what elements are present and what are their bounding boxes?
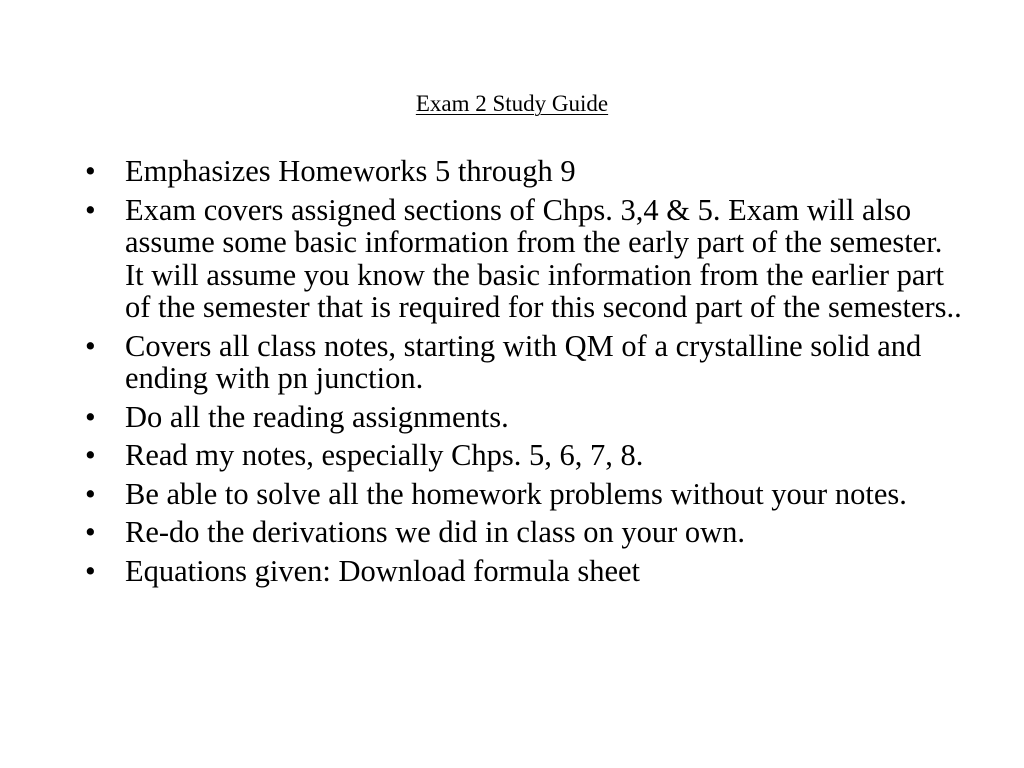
bullet-icon: • [85,154,96,188]
bullet-item-homework-problems [85,478,965,511]
bullet-icon: • [85,399,96,434]
bullet-text: Do all the reading assignments. [125,399,509,434]
bullet-text: Covers all class notes, starting with QM of a crystalline solid and ending with pn junction. [125,328,922,395]
slide-title [0,89,1024,119]
bullet-item-read-notes [85,439,965,472]
slide-title-text: Exam 2 Study Guide [415,91,609,116]
bullet-text: Be able to solve all the homework problems without your notes. [125,476,907,511]
bullet-text: Emphasizes Homeworks 5 through 9 [125,154,576,188]
bullet-icon: • [85,515,96,549]
bullet-icon: • [85,476,96,511]
bullet-text: Equations given: Download formula sheet [125,553,641,588]
bullet-item-class-notes [85,330,965,395]
bullet-item-equations [85,555,965,588]
bullet-text: Re-do the derivations we did in class on your own. [125,515,746,549]
bullet-item-derivations [85,516,965,549]
bullet-text: Exam covers assigned sections of Chps. 3,4 & 5. Exam will also assume some basic information from the early part of the semester. It will assume you know the basic information from the earlier part of the semester that is required for this second part of the semesters.. [125,192,962,324]
bullet-icon: • [85,438,96,472]
bullet-icon: • [85,553,96,588]
bullet-icon: • [85,192,96,227]
bullet-item-reading [85,401,965,434]
bullet-item-homeworks [85,155,965,188]
bullet-list [85,155,965,593]
bullet-text: Read my notes, especially Chps. 5, 6, 7, 8. [125,438,644,472]
bullet-icon: • [85,328,96,363]
bullet-item-exam-coverage [85,194,965,324]
